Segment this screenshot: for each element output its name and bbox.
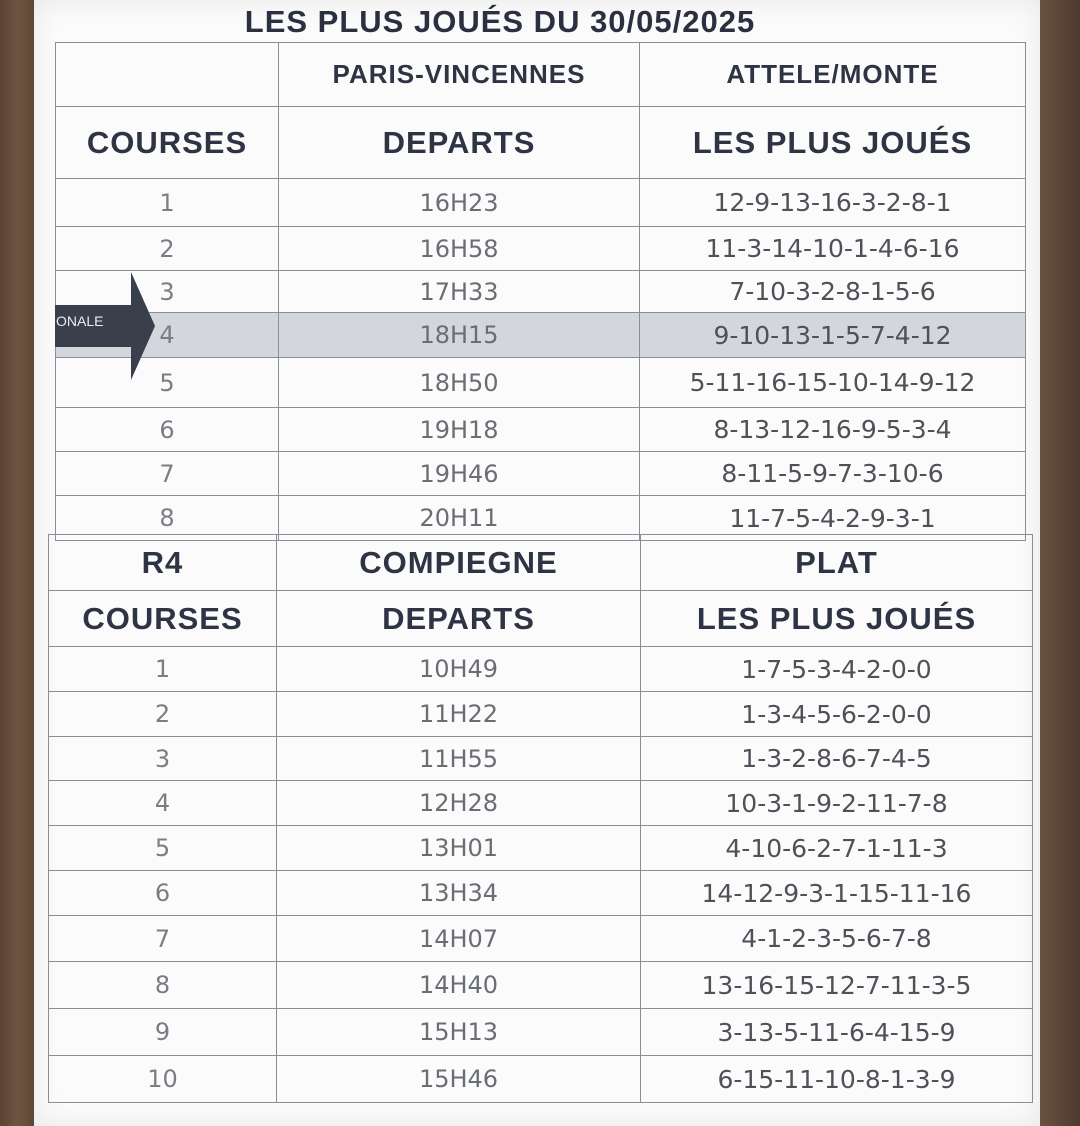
top-picks: 9-10-13-1-5-7-4-12: [640, 313, 1026, 358]
table-row: [49, 647, 1033, 692]
race-number: 7: [56, 452, 279, 496]
departure-time: 18H15: [279, 313, 640, 358]
race-number: 2: [56, 227, 279, 271]
table-row: [49, 1009, 1033, 1056]
top-picks: 12-9-13-16-3-2-8-1: [640, 179, 1026, 227]
top-picks: 10-3-1-9-2-11-7-8: [641, 781, 1033, 826]
header-cell: PLAT: [641, 535, 1033, 591]
race-number: 6: [49, 871, 277, 916]
departure-time: 11H22: [277, 692, 641, 737]
top-picks: 3-13-5-11-6-4-15-9: [641, 1009, 1033, 1056]
race-number: 9: [49, 1009, 277, 1056]
top-picks: 4-10-6-2-7-1-11-3: [641, 826, 1033, 871]
header-col-plus-joues: LES PLUS JOUÉS: [640, 107, 1026, 179]
departure-time: 12H28: [277, 781, 641, 826]
table-row: [56, 313, 1026, 358]
header-cell: [56, 43, 279, 107]
departure-time: 19H46: [279, 452, 640, 496]
top-picks: 1-7-5-3-4-2-0-0: [641, 647, 1033, 692]
page-title: LES PLUS JOUÉS DU 30/05/2025: [244, 4, 756, 39]
departure-time: 20H11: [279, 496, 640, 541]
header-col-courses: COURSES: [49, 591, 277, 647]
header-row: [56, 43, 1026, 107]
departure-time: 14H40: [277, 962, 641, 1009]
table-row: [49, 1056, 1033, 1103]
departure-time: 13H01: [277, 826, 641, 871]
race-number: 1: [49, 647, 277, 692]
departure-time: 15H46: [277, 1056, 641, 1103]
header-row: [49, 535, 1033, 591]
departure-time: 16H23: [279, 179, 640, 227]
table-row: [49, 962, 1033, 1009]
top-picks: 8-11-5-9-7-3-10-6: [640, 452, 1026, 496]
race-number: 7: [49, 916, 277, 962]
top-picks: 4-1-2-3-5-6-7-8: [641, 916, 1033, 962]
top-picks: 6-15-11-10-8-1-3-9: [641, 1056, 1033, 1103]
arrow-label: ONALE: [56, 313, 104, 329]
race-number: 2: [49, 692, 277, 737]
top-picks: 11-7-5-4-2-9-3-1: [640, 496, 1026, 541]
departure-time: 16H58: [279, 227, 640, 271]
departure-time: 14H07: [277, 916, 641, 962]
table-row: [49, 781, 1033, 826]
race-number: 3: [49, 737, 277, 781]
top-picks: 5-11-16-15-10-14-9-12: [640, 358, 1026, 408]
departure-time: 15H13: [277, 1009, 641, 1056]
top-picks: 8-13-12-16-9-5-3-4: [640, 408, 1026, 452]
table-row: [56, 227, 1026, 271]
header-row: [49, 591, 1033, 647]
header-cell: ATTELE/MONTE: [640, 43, 1026, 107]
table-compiegne: [48, 534, 1033, 1103]
top-picks: 14-12-9-3-1-15-11-16: [641, 871, 1033, 916]
top-picks: 13-16-15-12-7-11-3-5: [641, 962, 1033, 1009]
departure-time: 17H33: [279, 271, 640, 313]
race-number: 4: [56, 313, 279, 358]
table-row: [49, 916, 1033, 962]
table-row: [49, 737, 1033, 781]
top-picks: 1-3-4-5-6-2-0-0: [641, 692, 1033, 737]
table-row: [56, 408, 1026, 452]
race-number: 5: [56, 358, 279, 408]
header-cell: COMPIEGNE: [277, 535, 641, 591]
header-col-departs: DEPARTS: [277, 591, 641, 647]
race-number: 6: [56, 408, 279, 452]
departure-time: 19H18: [279, 408, 640, 452]
header-col-plus-joues: LES PLUS JOUÉS: [641, 591, 1033, 647]
header-cell: PARIS-VINCENNES: [279, 43, 640, 107]
header-cell: R4: [49, 535, 277, 591]
race-number: 5: [49, 826, 277, 871]
top-picks: 11-3-14-10-1-4-6-16: [640, 227, 1026, 271]
race-number: 3: [56, 271, 279, 313]
header-col-courses: COURSES: [56, 107, 279, 179]
table-row: [56, 271, 1026, 313]
race-number: 8: [56, 496, 279, 541]
race-number: 1: [56, 179, 279, 227]
table-row: [49, 692, 1033, 737]
table-row: [49, 871, 1033, 916]
race-number: 8: [49, 962, 277, 1009]
header-row: [56, 107, 1026, 179]
header-col-departs: DEPARTS: [279, 107, 640, 179]
top-picks: 1-3-2-8-6-7-4-5: [641, 737, 1033, 781]
table-paris-vincennes: [55, 42, 1026, 541]
race-number: 4: [49, 781, 277, 826]
departure-time: 11H55: [277, 737, 641, 781]
table-row: [56, 452, 1026, 496]
departure-time: 18H50: [279, 358, 640, 408]
table-row: [49, 826, 1033, 871]
race-number: 10: [49, 1056, 277, 1103]
departure-time: 13H34: [277, 871, 641, 916]
departure-time: 10H49: [277, 647, 641, 692]
top-picks: 7-10-3-2-8-1-5-6: [640, 271, 1026, 313]
table-row: [56, 358, 1026, 408]
table-row: [56, 179, 1026, 227]
